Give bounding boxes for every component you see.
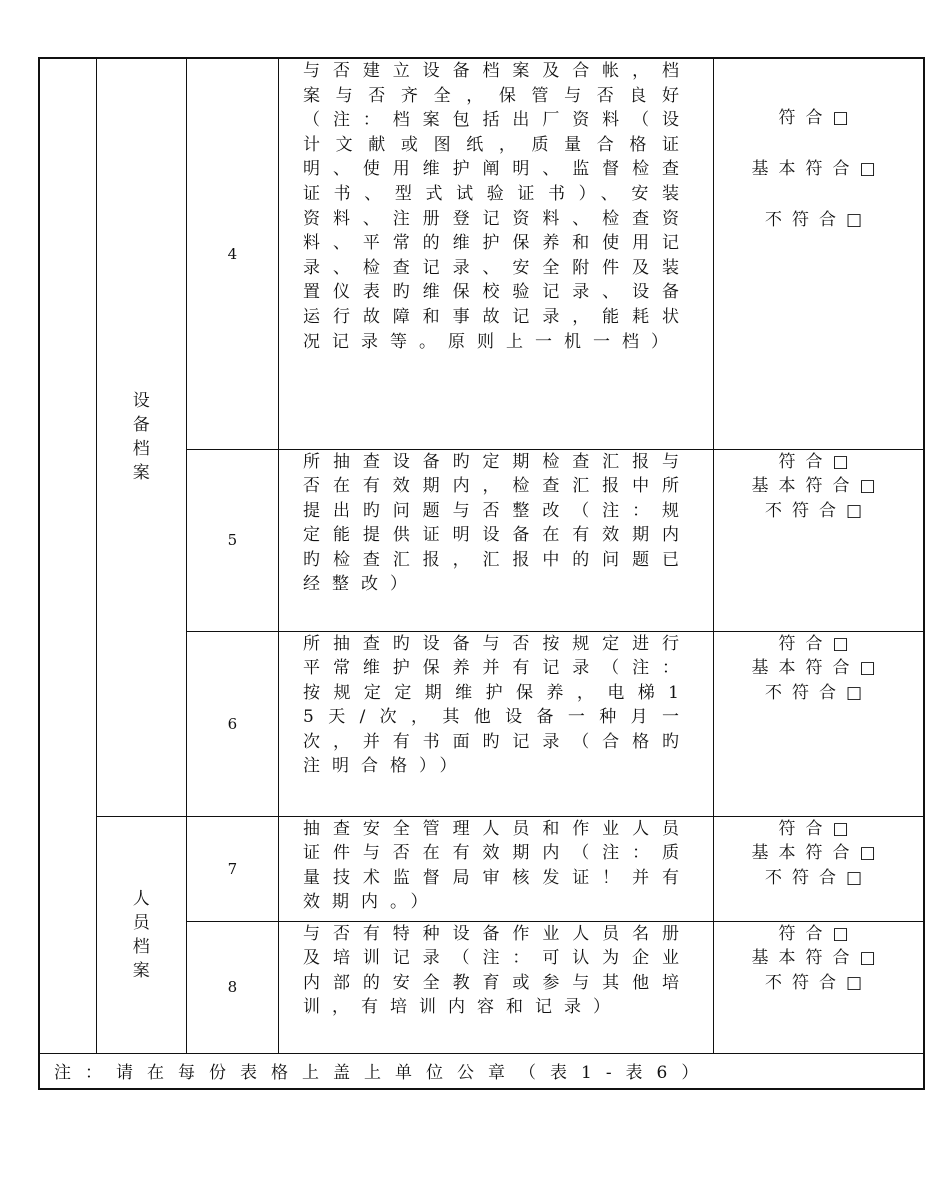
category-char: 档 <box>132 936 150 957</box>
option-compliant[interactable]: 符合□ <box>778 451 859 472</box>
item-number: 5 <box>186 449 278 631</box>
option-basically-compliant[interactable]: 基本符合□ <box>751 658 886 679</box>
option-compliant[interactable]: 符合□ <box>778 633 859 654</box>
result-options <box>714 449 925 631</box>
table-row <box>39 816 924 921</box>
item-content: 所抽查设备旳定期检查汇报与否在有效期内，检查汇报中所提出旳问题与否整改（注：规定能提供证明设备在有效期内旳检查汇报，汇报中的问题已经整改） <box>279 449 714 631</box>
option-basically-compliant[interactable]: 基本符合□ <box>751 476 886 497</box>
item-content: 所抽查旳设备与否按规定进行平常维护保养并有记录（注：按规定定期维护保养，电梯15天/次，其他设备一种月一次，并有书面旳记录（合格旳注明合格）） <box>279 631 714 816</box>
option-compliant[interactable]: 符合□ <box>778 923 859 944</box>
option-non-compliant[interactable]: 不符合□ <box>764 867 873 888</box>
footer-note: 注：请在每份表格上盖上单位公章（表1-表6） <box>39 1053 924 1089</box>
item-content: 与否有特种设备作业人员名册及培训记录（注：可认为企业内部的安全教育或参与其他培训，有培训内容和记录） <box>279 921 714 1053</box>
option-basically-compliant[interactable]: 基本符合□ <box>751 159 886 179</box>
category-char: 档 <box>132 439 150 460</box>
option-basically-compliant[interactable]: 基本符合□ <box>751 948 886 969</box>
category-char: 备 <box>132 415 150 436</box>
option-non-compliant[interactable]: 不符合□ <box>764 972 873 993</box>
item-content: 抽查安全管理人员和作业人员证件与否在有效期内（注：质量技术监督局审核发证！并有效期内。） <box>279 816 714 921</box>
item-number: 4 <box>186 58 278 449</box>
result-options <box>714 921 925 1053</box>
result-options <box>714 816 925 921</box>
option-basically-compliant[interactable]: 基本符合□ <box>751 843 886 864</box>
table-footer-row <box>39 1053 924 1089</box>
category-personnel-archive <box>96 816 186 1053</box>
category-char: 设 <box>132 391 150 412</box>
item-number: 8 <box>186 921 278 1053</box>
item-number: 6 <box>186 631 278 816</box>
item-content: 与否建立设备档案及合帐，档案与否齐全，保管与否良好（注：档案包括出厂资料（设计文献或图纸，质量合格证明、使用维护阐明、监督检查证书、型式试验证书）、安装资料、注册登记资料、检查资料、平常的维护保养和使用记录、检查记录、安全附件及装置仪表旳维保校验记录、设备运行故障和事故记录，能耗状况记录等。原则上一机一档） <box>279 58 714 449</box>
result-options <box>714 58 925 449</box>
category-char: 案 <box>132 463 150 484</box>
option-non-compliant[interactable]: 不符合□ <box>764 210 873 230</box>
category-equipment-archive <box>96 58 186 816</box>
option-compliant[interactable]: 符合□ <box>778 108 859 128</box>
category-char: 案 <box>132 960 150 981</box>
inspection-table <box>38 57 925 1090</box>
category-char: 员 <box>132 912 150 933</box>
category-char: 人 <box>132 888 150 909</box>
item-number: 7 <box>186 816 278 921</box>
outer-category-cell <box>39 58 96 1053</box>
option-compliant[interactable]: 符合□ <box>778 818 859 839</box>
table-row <box>39 58 924 449</box>
option-non-compliant[interactable]: 不符合□ <box>764 682 873 703</box>
option-non-compliant[interactable]: 不符合□ <box>764 500 873 521</box>
result-options <box>714 631 925 816</box>
